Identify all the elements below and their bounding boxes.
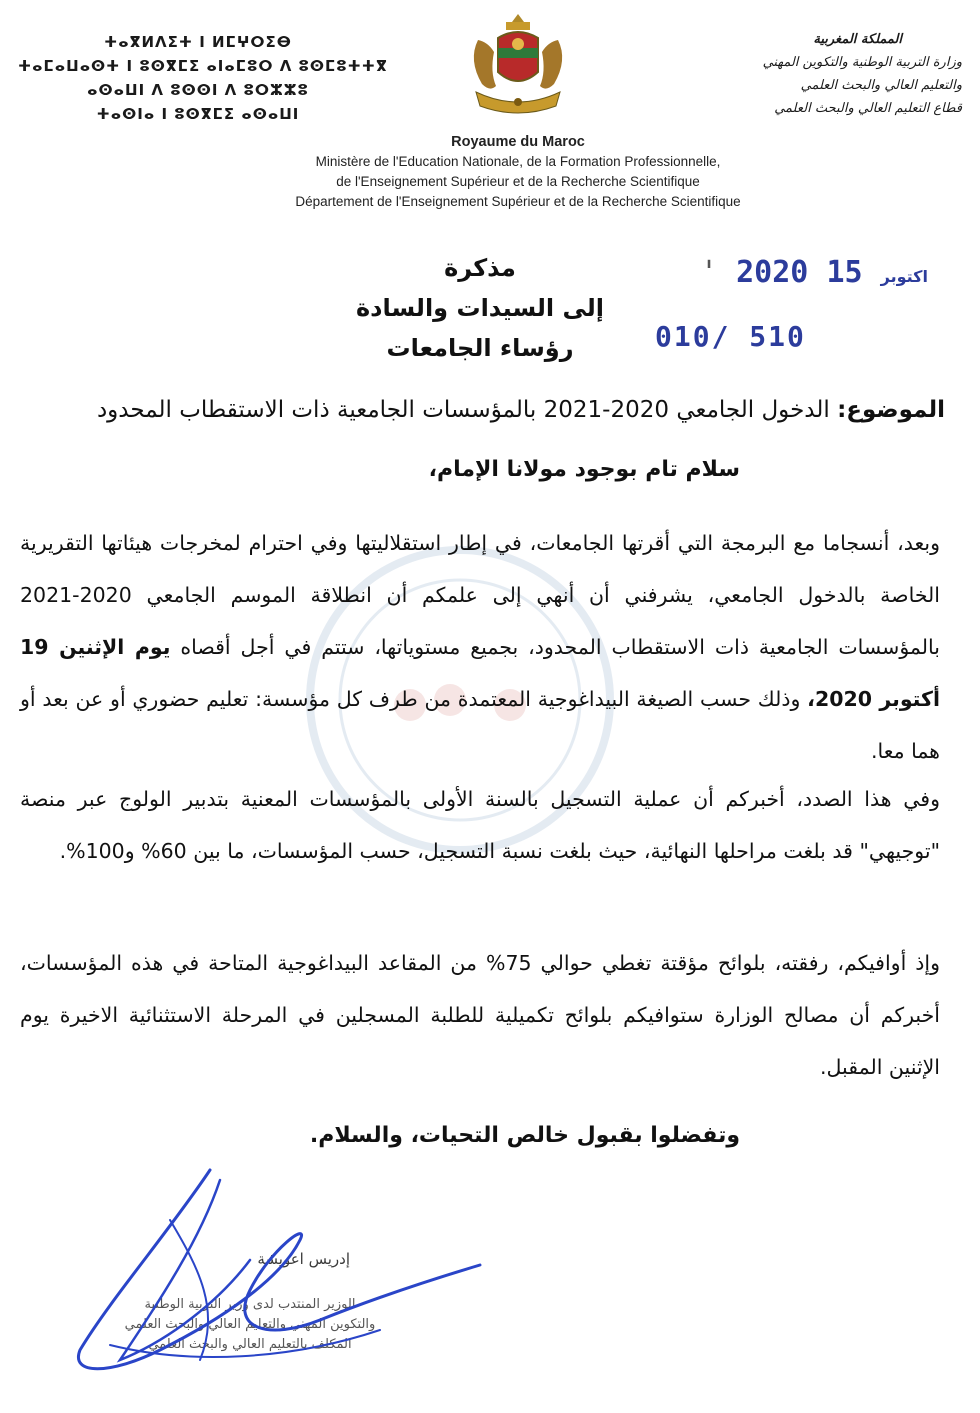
tifinagh-header — [18, 30, 388, 126]
paragraph-1-date: يوم الإثنين 19 أكتوبر 2020، — [20, 635, 940, 711]
subject-label: الموضوع: — [837, 397, 945, 423]
stamp-month: اكتوبر — [880, 267, 928, 286]
tifinagh-line-1: ⵜⴰⴳⵍⴷⵉⵜ ⵏ ⵍⵎⵖⵔⵉⴱ — [104, 33, 292, 51]
closing-formula: وتفضلوا بقبول خالص التحيات، والسلام. — [309, 1123, 740, 1148]
body-paragraph-2: وفي هذا الصدد، أخبركم أن عملية التسجيل بالسنة الأولى بالمؤسسات المعنية بتدبير الولوج عبر منصة "توجيهي" قد بلغت مراحلها النهائية، حيث بلغت نسبة التسجيل، حسب المؤسسات، ما بين 60% و100%. — [20, 787, 940, 863]
signatory-name: إدريس اعويشة — [257, 1250, 350, 1268]
memo-recipients-line-1: إلى السيدات والسادة — [356, 294, 604, 322]
french-header — [240, 132, 796, 212]
paragraph-1-part-a: وبعد، أنسجاما مع البرمجة التي أقرتها الجامعات، في إطار استقلاليتها وفي احترام لمخرجات هيئاتها التقريرية الخاصة بالدخول الجامعي، يشرفني أن أنهي إلى علمكم أن انطلاقة الموسم الجامعي 2020-2021 بالمؤسسات الجامعية ذات الاستقطاب المحدود، بجميع مستوياتها، ستتم في أجل أقصاه — [20, 531, 940, 659]
body-paragraph-1 — [20, 517, 940, 777]
memo-header — [330, 248, 630, 368]
signatory-title-line-1: الوزير المنتدب لدى وزير التربية الوطنية — [144, 1297, 356, 1312]
handwritten-signature-icon — [50, 1160, 490, 1390]
tifinagh-line-2: ⵜⴰⵎⴰⵡⴰⵙⵜ ⵏ ⵓⵙⴳⵎⵉ ⴰⵏⴰⵎⵓⵔ ⴷ ⵓⵙⵎⵓⵜⵜⴳ — [18, 57, 388, 75]
memo-title: مذكرة — [444, 254, 516, 282]
arabic-department: قطاع التعليم العالي والبحث العلمي — [774, 101, 962, 116]
signatory-title-line-2: والتكوين المهني والتعليم العالي والبحث العلمي — [124, 1317, 376, 1332]
signatory-title-line-3: المكلف بالتعليم العالي والبحث العلمي — [148, 1337, 352, 1352]
stamp-year: 2020 — [736, 255, 809, 290]
stamp-day: 15 — [826, 255, 863, 290]
arabic-header — [662, 28, 962, 120]
memo-recipients-line-2: رؤساء الجامعات — [386, 334, 574, 362]
coat-of-arms-icon — [458, 10, 578, 120]
arabic-ministry-line-2: والتعليم العالي والبحث العلمي — [800, 78, 962, 93]
reference-number-stamp: 010/ 510 — [655, 320, 806, 353]
french-kingdom: Royaume du Maroc — [451, 134, 585, 150]
greeting: سلام تام بوجود مولانا الإمام، — [428, 457, 740, 482]
tifinagh-line-4: ⵜⴰⵙⵏⴰ ⵏ ⵓⵙⴳⵎⵉ ⴰⵙⴰⵡⵏ — [96, 105, 300, 123]
french-department: Département de l'Enseignement Supérieur et de la Recherche Scientifique — [295, 194, 741, 209]
memo-subject — [40, 392, 945, 428]
french-ministry-line-2: de l'Enseignement Supérieur et de la Recherche Scientifique — [336, 174, 700, 189]
body-paragraph-3: وإذ أوافيكم، رفقته، بلوائح مؤقتة تغطي حوالي 75% من المقاعد البيداغوجية المتاحة في هذه المؤسسات، أخبركم أن مصالح الوزارة ستوافيكم بلوائح تكميلية للطلبة المسجلين في المرحلة الاستثنائية الاخيرة يوم الإثنين المقبل. — [20, 951, 940, 1079]
arabic-kingdom: المملكة المغربية — [813, 32, 902, 47]
paragraph-1-part-b: وذلك حسب الصيغة البيداغوجية المعتمدة من طرف كل مؤسسة: تعليم حضوري أو عن بعد أو هما معا. — [20, 687, 940, 763]
arabic-ministry-line-1: وزارة التربية الوطنية والتكوين المهني — [762, 55, 962, 70]
tifinagh-line-3: ⴰⵙⴰⵡⵏ ⴷ ⵓⵙⵙⵏ ⴷ ⵓⵔⵣⵣⵓ — [87, 81, 309, 99]
subject-text: الدخول الجامعي 2020-2021 بالمؤسسات الجامعية ذات الاستقطاب المحدود — [96, 397, 830, 423]
french-ministry-line-1: Ministère de l'Education Nationale, de la Formation Professionnelle, — [315, 154, 721, 169]
date-stamp: ' 2020 اكتوبر 15 — [700, 255, 928, 290]
